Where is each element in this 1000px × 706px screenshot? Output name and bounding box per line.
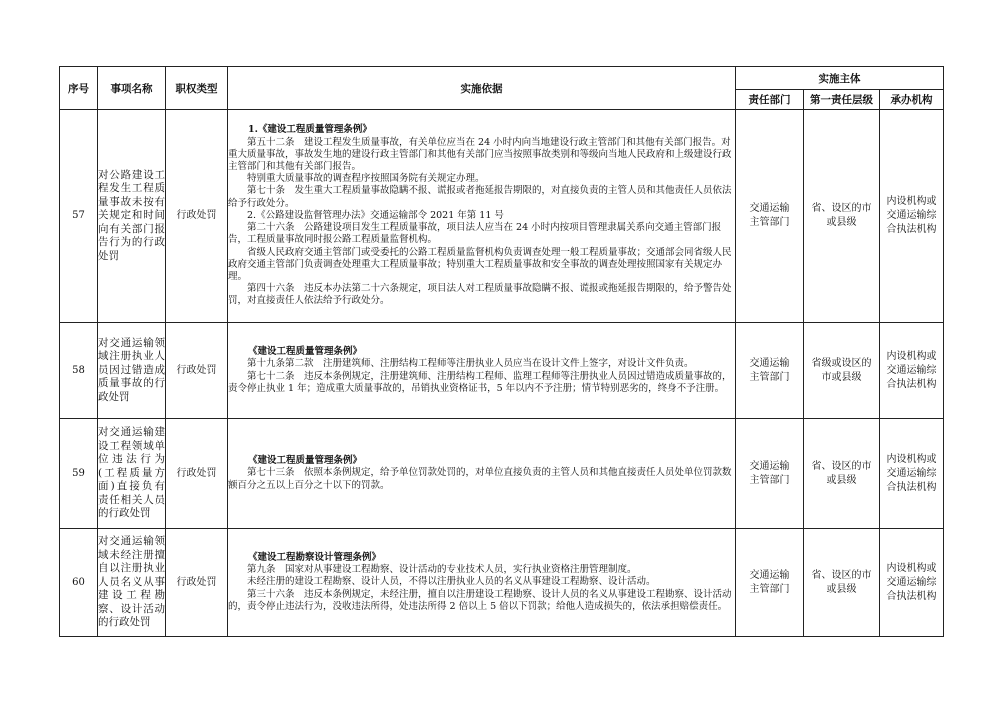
basis-line: 第七十条 发生重大工程质量事故隐瞒不报、谎报或者拖延报告期限的，对直接负责的主管人员和其他责任人员依法给予行政处分。 bbox=[228, 185, 732, 209]
row-first-level: 省、设区的市或县级 bbox=[804, 529, 880, 637]
row-item-name: 对交通运输领域未经注册擅自以注册执业人员名义从事建设工程勘察、设计活动的行政处罚 bbox=[98, 529, 166, 637]
basis-line: 第七十三条 依照本条例规定，给予单位罚款处罚的，对单位直接负责的主管人员和其他直接责任人员处单位罚款数额百分之五以上百分之十以下的罚款。 bbox=[228, 467, 732, 491]
header-power-type: 职权类型 bbox=[166, 67, 228, 110]
row-resp-dept: 交通运输主管部门 bbox=[736, 419, 804, 529]
row-seq: 59 bbox=[60, 419, 98, 529]
row-seq: 57 bbox=[60, 110, 98, 323]
header-first-level: 第一责任层级 bbox=[804, 90, 880, 110]
table-row bbox=[60, 323, 944, 419]
table-row bbox=[60, 419, 944, 529]
table-row bbox=[60, 529, 944, 637]
row-power-type: 行政处罚 bbox=[166, 419, 228, 529]
row-basis bbox=[228, 110, 736, 323]
row-resp-dept: 交通运输主管部门 bbox=[736, 110, 804, 323]
header-handling-org: 承办机构 bbox=[880, 90, 944, 110]
basis-line: 第三十六条 违反本条例规定，未经注册，擅自以注册建设工程勘察、设计人员的名义从事建设工程勘察、设计活动的，责令停止违法行为，没收违法所得，处违法所得 2 倍以上 5 倍以下罚款；给他人造成损失的，依法承担赔偿责任。 bbox=[228, 588, 732, 612]
row-basis bbox=[228, 323, 736, 419]
basis-line: 2.《公路建设监督管理办法》交通运输部令 2021 年第 11 号 bbox=[247, 209, 504, 221]
basis-line: 第十九条第二款 注册建筑师、注册结构工程师等注册执业人员应当在设计文件上签字，对设计文件负责。 bbox=[247, 358, 694, 370]
power-list-table bbox=[59, 66, 944, 637]
row-handling-org: 内设机构或交通运输综合执法机构 bbox=[880, 110, 944, 323]
row-power-type: 行政处罚 bbox=[166, 529, 228, 637]
row-seq: 58 bbox=[60, 323, 98, 419]
row-first-level: 省、设区的市或县级 bbox=[804, 110, 880, 323]
basis-line: 特别重大质量事故的调查程序按照国务院有关规定办理。 bbox=[247, 173, 485, 185]
row-item-name: 对交通运输建设工程领域单位违法行为(工程质量方面)直接负有责任相关人员的行政处罚 bbox=[98, 419, 166, 529]
basis-line: 《建设工程质量管理条例》 bbox=[248, 455, 363, 467]
row-power-type: 行政处罚 bbox=[166, 323, 228, 419]
row-handling-org: 内设机构或交通运输综合执法机构 bbox=[880, 323, 944, 419]
row-seq: 60 bbox=[60, 529, 98, 637]
table-row bbox=[60, 110, 944, 323]
basis-line: 未经注册的建设工程勘察、设计人员，不得以注册执业人员的名义从事建设工程勘察、设计活动。 bbox=[247, 576, 656, 588]
header-item-name: 事项名称 bbox=[98, 67, 166, 110]
basis-line: 第五十二条 建设工程发生质量事故，有关单位应当在 24 小时内向当地建设行政主管部门和其他有关部门报告。对重大质量事故，事故发生地的建设行政主管部门和其他有关部门应当按照事故类别和等级向当地人民政府和上级建设行政主管部门和其他有关部门报告。 bbox=[228, 136, 732, 173]
basis-line: 第二十六条 公路建设项目发生工程质量事故，项目法人应当在 24 小时内按项目管理隶属关系向交通主管部门报告，工程质量事故同时报公路工程质量监督机构。 bbox=[228, 222, 722, 246]
row-basis bbox=[228, 529, 736, 637]
row-resp-dept: 交通运输主管部门 bbox=[736, 323, 804, 419]
row-basis bbox=[228, 419, 736, 529]
row-first-level: 省级或设区的市或县级 bbox=[804, 323, 880, 419]
basis-line: 1.《建设工程质量管理条例》 bbox=[248, 124, 372, 136]
basis-line: 第四十六条 违反本办法第二十六条规定，项目法人对工程质量事故隐瞒不报、谎报或拖延报告期限的，给予警告处罚，对直接责任人依法给予行政处分。 bbox=[228, 283, 732, 307]
row-handling-org: 内设机构或交通运输综合执法机构 bbox=[880, 529, 944, 637]
header-subject: 实施主体 bbox=[736, 67, 944, 90]
header-resp-dept: 责任部门 bbox=[736, 90, 804, 110]
row-resp-dept: 交通运输主管部门 bbox=[736, 529, 804, 637]
row-first-level: 省、设区的市或县级 bbox=[804, 419, 880, 529]
basis-line: 第九条 国家对从事建设工程勘察、设计活动的专业技术人员，实行执业资格注册管理制度。 bbox=[247, 564, 637, 576]
basis-line: 省级人民政府交通主管部门或受委托的公路工程质量监督机构负责调查处理一般工程质量事故；交通部会同省级人民政府交通主管部门负责调查处理重大工程质量事故；特别重大工程质量事故和安全事故的调查处理按照国家有关规定办理。 bbox=[228, 246, 732, 282]
row-power-type: 行政处罚 bbox=[166, 110, 228, 323]
basis-line: 第七十二条 违反本条例规定，注册建筑师、注册结构工程师、监理工程师等注册执业人员因过错造成质量事故的，责令停止执业 1 年；造成重大质量事故的，吊销执业资格证书，5 年以内不予注册；情节特别恶劣的，终身不予注册。 bbox=[228, 370, 732, 394]
row-handling-org: 内设机构或交通运输综合执法机构 bbox=[880, 419, 944, 529]
header-basis: 实施依据 bbox=[228, 67, 736, 110]
row-item-name: 对公路建设工程发生工程质量事故未按有关规定和时间向有关部门报告行为的行政处罚 bbox=[98, 110, 166, 323]
basis-line: 《建设工程质量管理条例》 bbox=[248, 346, 363, 358]
header-seq: 序号 bbox=[60, 67, 98, 110]
row-item-name: 对交通运输领域注册执业人员因过错造成质量事故的行政处罚 bbox=[98, 323, 166, 419]
basis-line: 《建设工程勘察设计管理条例》 bbox=[248, 551, 382, 563]
